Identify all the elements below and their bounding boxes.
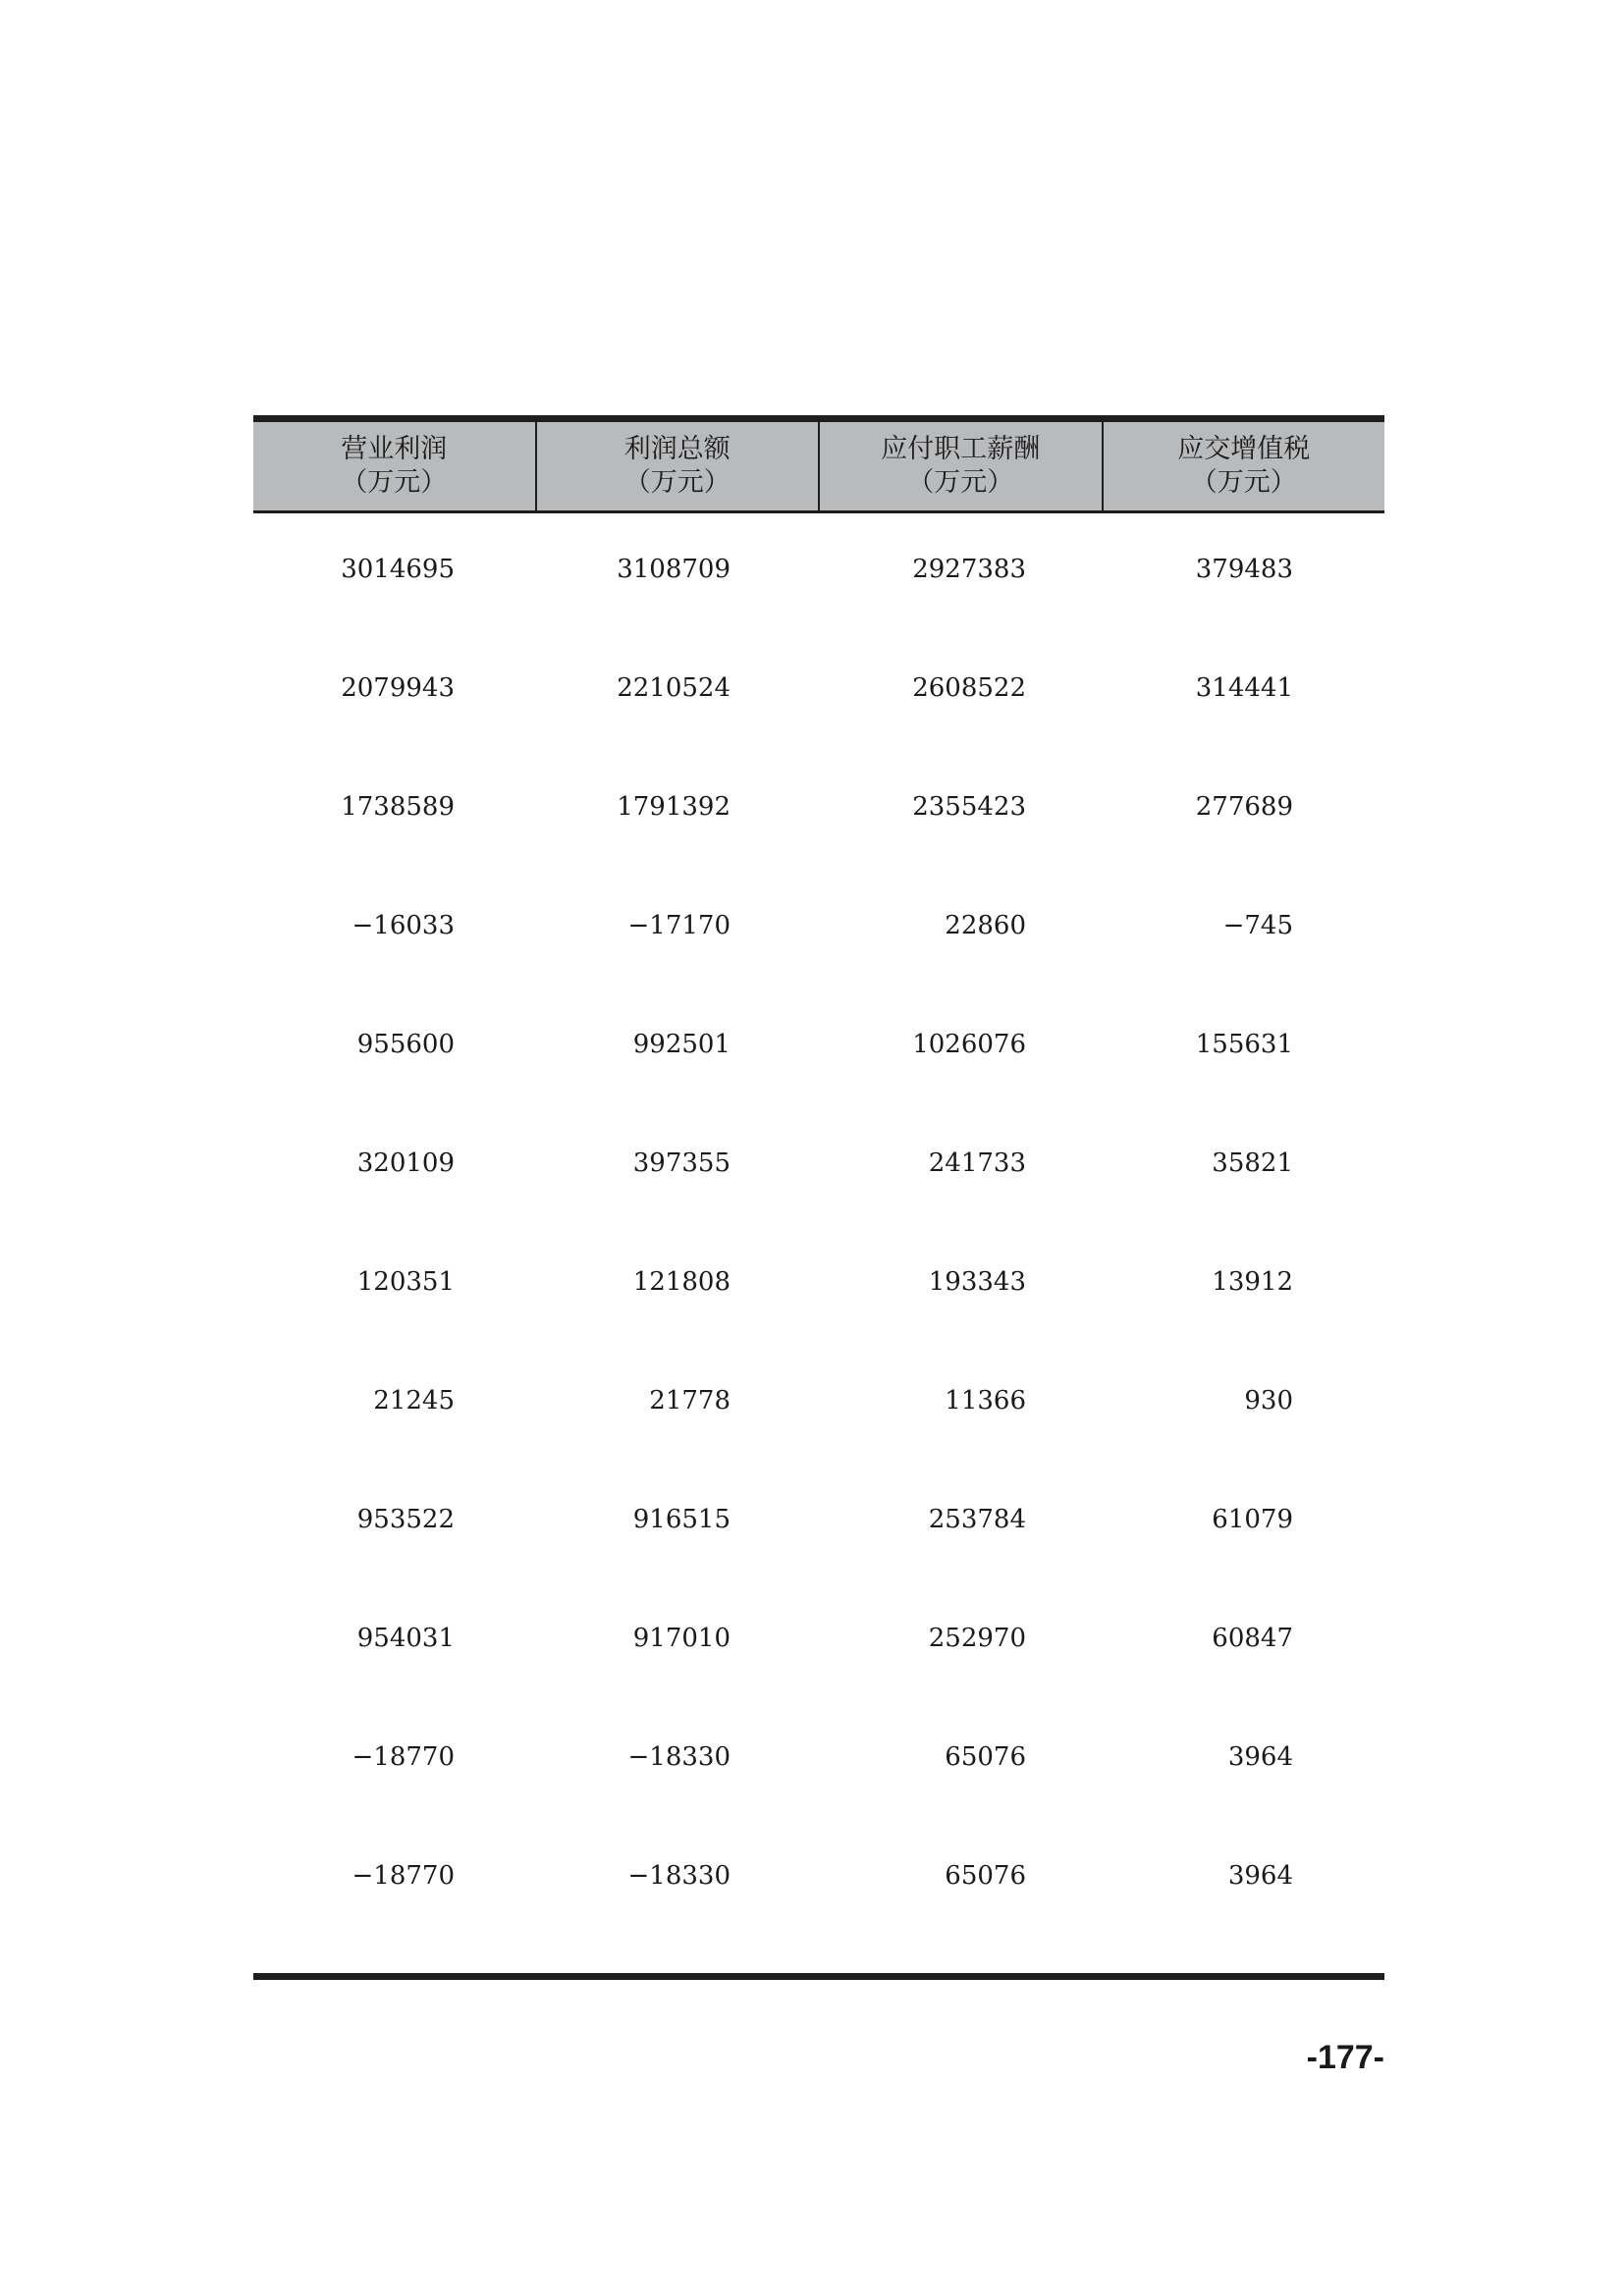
table-row	[253, 673, 1384, 792]
page-number: -177-	[1306, 2039, 1384, 2076]
cell-value: 3014695	[341, 555, 455, 584]
cell-value: −745	[1222, 911, 1293, 940]
header-total-profit	[537, 422, 821, 510]
header-unit: （万元）	[341, 467, 448, 498]
cell-value: 2608522	[912, 673, 1026, 703]
header-unit: （万元）	[907, 467, 1014, 498]
cell-value: −18330	[627, 1861, 731, 1891]
cell-value: 3964	[1227, 1742, 1293, 1772]
cell-value: 3964	[1227, 1861, 1293, 1891]
cell-value: 930	[1244, 1386, 1293, 1415]
cell-value: 252970	[928, 1624, 1026, 1653]
cell-value: 916515	[632, 1505, 731, 1534]
table-row	[253, 1148, 1384, 1267]
cell-value: 1791392	[617, 792, 731, 822]
header-title: 营业利润	[341, 434, 448, 464]
header-title: 利润总额	[623, 434, 731, 464]
table-row	[253, 1267, 1384, 1386]
cell-value: 2355423	[912, 792, 1026, 822]
cell-value: 11366	[945, 1386, 1026, 1415]
table-header-row	[253, 422, 1384, 513]
cell-value: 917010	[632, 1624, 731, 1653]
cell-value: 21245	[373, 1386, 455, 1415]
table-row	[253, 555, 1384, 673]
table-row	[253, 1624, 1384, 1742]
table-row	[253, 1030, 1384, 1148]
table-row	[253, 1505, 1384, 1624]
header-title: 应交增值税	[1177, 434, 1311, 464]
cell-value: 120351	[356, 1267, 455, 1297]
cell-value: −16033	[352, 911, 455, 940]
cell-value: 22860	[945, 911, 1026, 940]
table-body	[253, 513, 1384, 1980]
cell-value: 121808	[632, 1267, 731, 1297]
cell-value: 953522	[356, 1505, 455, 1534]
cell-value: 320109	[356, 1148, 455, 1178]
header-vat-payable	[1104, 422, 1385, 510]
header-title: 应付职工薪酬	[881, 434, 1041, 464]
cell-value: 954031	[356, 1624, 455, 1653]
cell-value: 2927383	[912, 555, 1026, 584]
header-unit: （万元）	[623, 467, 731, 498]
cell-value: 992501	[632, 1030, 731, 1059]
table-row	[253, 911, 1384, 1030]
cell-value: 193343	[928, 1267, 1026, 1297]
cell-value: −17170	[627, 911, 731, 940]
cell-value: 1026076	[912, 1030, 1026, 1059]
cell-value: 955600	[356, 1030, 455, 1059]
table-row	[253, 1742, 1384, 1861]
table-bottom-rule	[253, 1973, 1384, 1980]
cell-value: 155631	[1195, 1030, 1293, 1059]
cell-value: 65076	[945, 1742, 1026, 1772]
cell-value: 2210524	[617, 673, 731, 703]
cell-value: 65076	[945, 1861, 1026, 1891]
cell-value: 277689	[1195, 792, 1293, 822]
cell-value: 379483	[1195, 555, 1293, 584]
table-top-rule	[253, 415, 1384, 422]
cell-value: 397355	[632, 1148, 731, 1178]
cell-value: 253784	[928, 1505, 1026, 1534]
header-operating-profit	[253, 422, 537, 510]
table-row	[253, 1386, 1384, 1505]
cell-value: 241733	[928, 1148, 1026, 1178]
cell-value: 13912	[1212, 1267, 1293, 1297]
cell-value: 21778	[649, 1386, 731, 1415]
cell-value: 35821	[1212, 1148, 1293, 1178]
cell-value: −18770	[352, 1742, 455, 1772]
cell-value: 61079	[1212, 1505, 1293, 1534]
statistics-table	[253, 415, 1384, 1980]
header-unit: （万元）	[1190, 467, 1297, 498]
cell-value: 1738589	[341, 792, 455, 822]
table-row	[253, 792, 1384, 911]
cell-value: 3108709	[617, 555, 731, 584]
cell-value: 2079943	[341, 673, 455, 703]
cell-value: 60847	[1212, 1624, 1293, 1653]
table-row	[253, 1861, 1384, 1980]
cell-value: −18330	[627, 1742, 731, 1772]
header-payroll-payable	[820, 422, 1104, 510]
cell-value: 314441	[1195, 673, 1293, 703]
cell-value: −18770	[352, 1861, 455, 1891]
